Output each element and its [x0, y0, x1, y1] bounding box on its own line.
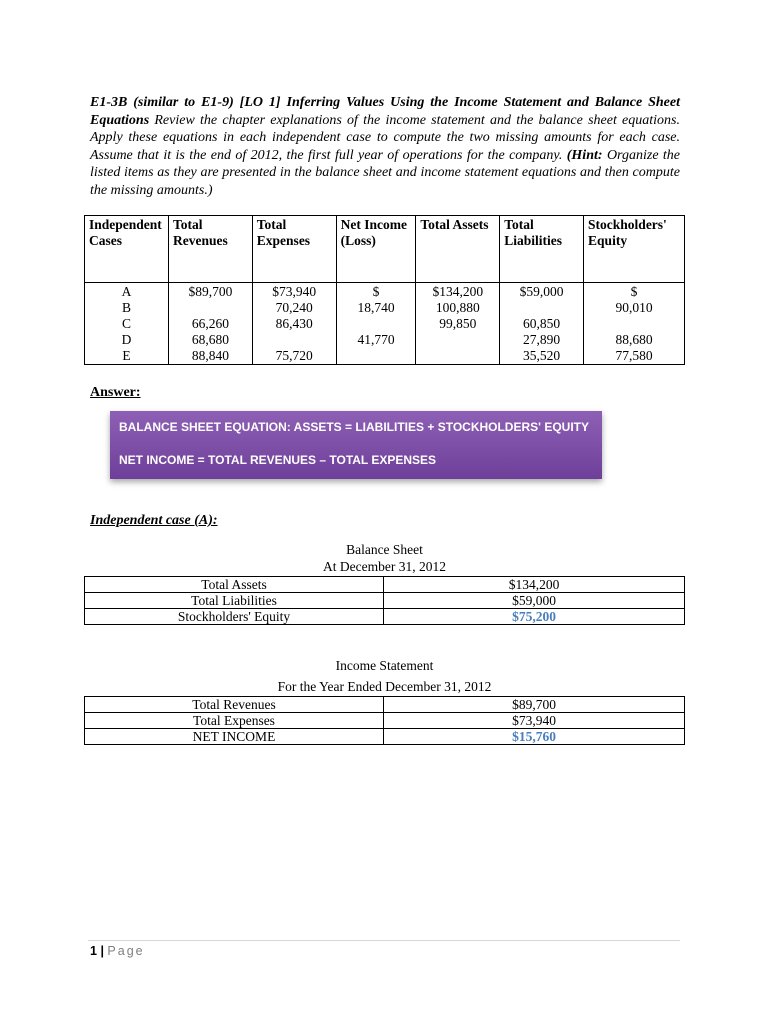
table-cell	[500, 300, 584, 316]
table-cell	[336, 316, 416, 332]
table-cell: $89,700	[168, 283, 252, 301]
table-cell: $134,200	[416, 283, 500, 301]
table-cell: 99,850	[416, 316, 500, 332]
table-row	[85, 713, 685, 729]
row-value: $89,700	[384, 697, 685, 713]
exercise-body: Review the chapter explanations of the income statement and the balance sheet equations. Apply these equations in each independent case to compute the two missing amounts for each case. Assume that it is the end of 2012, the first full year of operations for the company.	[90, 112, 680, 163]
row-label: Total Revenues	[85, 697, 384, 713]
row-value: $73,940	[384, 713, 685, 729]
row-label: NET INCOME	[85, 729, 384, 745]
table-row	[85, 316, 685, 332]
equations-box	[110, 411, 602, 479]
table-row	[85, 348, 685, 365]
table-row	[85, 697, 685, 713]
table-cell: 100,880	[416, 300, 500, 316]
table-row	[85, 609, 685, 625]
table-row	[85, 729, 685, 745]
hint-text: Organize the listed items as they are presented in the balance sheet and income statement equations and then compute the missing amounts.)	[90, 147, 681, 198]
table-cell	[416, 348, 500, 365]
table-cell	[168, 300, 252, 316]
table-cell: 66,260	[168, 316, 252, 332]
footer-separator: |	[100, 944, 104, 958]
row-value: $59,000	[384, 593, 685, 609]
column-header: Net Income (Loss)	[336, 216, 416, 283]
table-cell: A	[85, 283, 169, 301]
table-row	[85, 283, 685, 301]
row-label: Stockholders' Equity	[85, 609, 384, 625]
income-statement-subtitle: For the Year Ended December 31, 2012	[277, 679, 492, 694]
case-a-label: Independent case (A):	[90, 513, 218, 528]
net-income-equation: NET INCOME = TOTAL REVENUES – TOTAL EXPENSES	[119, 453, 437, 467]
row-label: Total Liabilities	[85, 593, 384, 609]
computed-net-income-value: $15,760	[384, 729, 685, 745]
table-cell	[416, 332, 500, 348]
table-row	[85, 300, 685, 316]
row-value: $134,200	[384, 577, 685, 593]
table-cell: 27,890	[500, 332, 584, 348]
column-header: Stockholders' Equity	[584, 216, 685, 283]
cases-table-header	[85, 216, 685, 283]
computed-equity-value: $75,200	[384, 609, 685, 625]
table-cell: $59,000	[500, 283, 584, 301]
exercise-statement	[90, 94, 680, 199]
table-cell: 70,240	[252, 300, 336, 316]
table-cell: C	[85, 316, 169, 332]
page-number: 1	[90, 944, 97, 958]
page-word: Page	[107, 944, 145, 958]
table-cell: $73,940	[252, 283, 336, 301]
income-statement-title: Income Statement	[335, 658, 434, 673]
table-cell: 86,430	[252, 316, 336, 332]
balance-sheet-equation: BALANCE SHEET EQUATION: ASSETS = LIABILITIES + STOCKHOLDERS' EQUITY	[119, 420, 590, 434]
column-header: Total Expenses	[252, 216, 336, 283]
table-cell	[584, 316, 685, 332]
table-cell: $	[584, 283, 685, 301]
table-cell: $	[336, 283, 416, 301]
table-cell: E	[85, 348, 169, 365]
column-header: Total Revenues	[168, 216, 252, 283]
balance-sheet-table	[84, 576, 685, 625]
table-cell: D	[85, 332, 169, 348]
exercise-heading: E1-3B (similar to E1-9) [LO 1] Inferring Values Using the Income Statement and Balance Sheet Equations	[90, 95, 680, 128]
income-statement-table	[84, 696, 685, 745]
page-footer	[90, 944, 145, 958]
table-cell: 18,740	[336, 300, 416, 316]
column-header: Independent Cases	[85, 216, 169, 283]
footer-divider	[88, 940, 680, 941]
table-cell	[336, 348, 416, 365]
table-cell: 60,850	[500, 316, 584, 332]
answer-label: Answer:	[90, 385, 141, 400]
table-row	[85, 593, 685, 609]
table-cell	[252, 332, 336, 348]
table-row	[85, 332, 685, 348]
table-cell: B	[85, 300, 169, 316]
table-row	[85, 577, 685, 593]
hint-label: (Hint:	[566, 147, 603, 163]
table-cell: 77,580	[584, 348, 685, 365]
table-cell: 88,680	[584, 332, 685, 348]
table-cell: 35,520	[500, 348, 584, 365]
balance-sheet-subtitle: At December 31, 2012	[323, 559, 446, 574]
cases-table	[84, 215, 685, 365]
column-header: Total Assets	[416, 216, 500, 283]
table-cell: 75,720	[252, 348, 336, 365]
table-cell: 41,770	[336, 332, 416, 348]
column-header: Total Liabilities	[500, 216, 584, 283]
row-label: Total Expenses	[85, 713, 384, 729]
row-label: Total Assets	[85, 577, 384, 593]
table-cell: 90,010	[584, 300, 685, 316]
table-cell: 88,840	[168, 348, 252, 365]
table-cell: 68,680	[168, 332, 252, 348]
balance-sheet-title: Balance Sheet	[346, 542, 423, 557]
